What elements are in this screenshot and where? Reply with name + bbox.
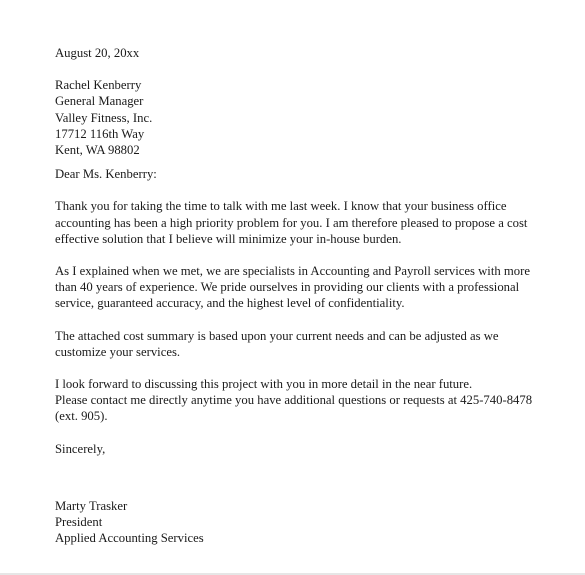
paragraph-line: As I explained when we met, we are specialists in Accounting and Payroll services with more xyxy=(55,264,530,279)
closing: Sincerely, xyxy=(55,441,106,456)
paragraph-4 xyxy=(55,376,575,425)
signer-title: President xyxy=(55,515,103,530)
paragraph-line: The attached cost summary is based upon your current needs and can be adjusted as we xyxy=(55,328,499,343)
spacer xyxy=(55,247,575,263)
salutation: Dear Ms. Kenberry: xyxy=(55,167,157,182)
spacer xyxy=(55,312,575,328)
recipient-address xyxy=(55,77,575,158)
spacer xyxy=(55,61,575,77)
paragraph-line: Thank you for taking the time to talk with me last week. I know that your business office xyxy=(55,199,507,214)
paragraph-line: effective solution that I believe will minimize your in-house burden. xyxy=(55,231,402,246)
signature-block xyxy=(55,498,575,547)
paragraph-line: than 40 years of experience. We pride ourselves in providing our clients with a professional xyxy=(55,280,520,295)
paragraph-3 xyxy=(55,328,575,360)
spacer xyxy=(55,158,575,166)
recipient-name: Rachel Kenberry xyxy=(55,78,142,93)
paragraph-line: I look forward to discussing this project with you in more detail in the near future. xyxy=(55,377,473,392)
recipient-street: 17712 116th Way xyxy=(55,126,145,141)
signer-name: Marty Trasker xyxy=(55,498,128,513)
recipient-city-state-zip: Kent, WA 98802 xyxy=(55,143,140,158)
paragraph-2 xyxy=(55,263,575,312)
recipient-company: Valley Fitness, Inc. xyxy=(55,110,153,125)
paragraph-line: Please contact me directly anytime you have additional questions or requests at 425-740-8478 xyxy=(55,393,533,408)
spacer xyxy=(55,425,575,441)
signature-space xyxy=(55,457,575,498)
signer-company: Applied Accounting Services xyxy=(55,531,204,546)
spacer xyxy=(55,182,575,198)
paragraph-1 xyxy=(55,198,575,247)
paragraph-line: customize your services. xyxy=(55,344,181,359)
paragraph-line: accounting has been a high priority problem for you. I am therefore pleased to propose a cost xyxy=(55,215,528,230)
recipient-title: General Manager xyxy=(55,94,144,109)
letter-body xyxy=(55,45,575,546)
letter-date: August 20, 20xx xyxy=(55,46,140,60)
paragraph-line: (ext. 905). xyxy=(55,409,108,424)
spacer xyxy=(55,360,575,376)
paragraph-line: service, guaranteed accuracy, and the highest level of confidentiality. xyxy=(55,296,405,311)
